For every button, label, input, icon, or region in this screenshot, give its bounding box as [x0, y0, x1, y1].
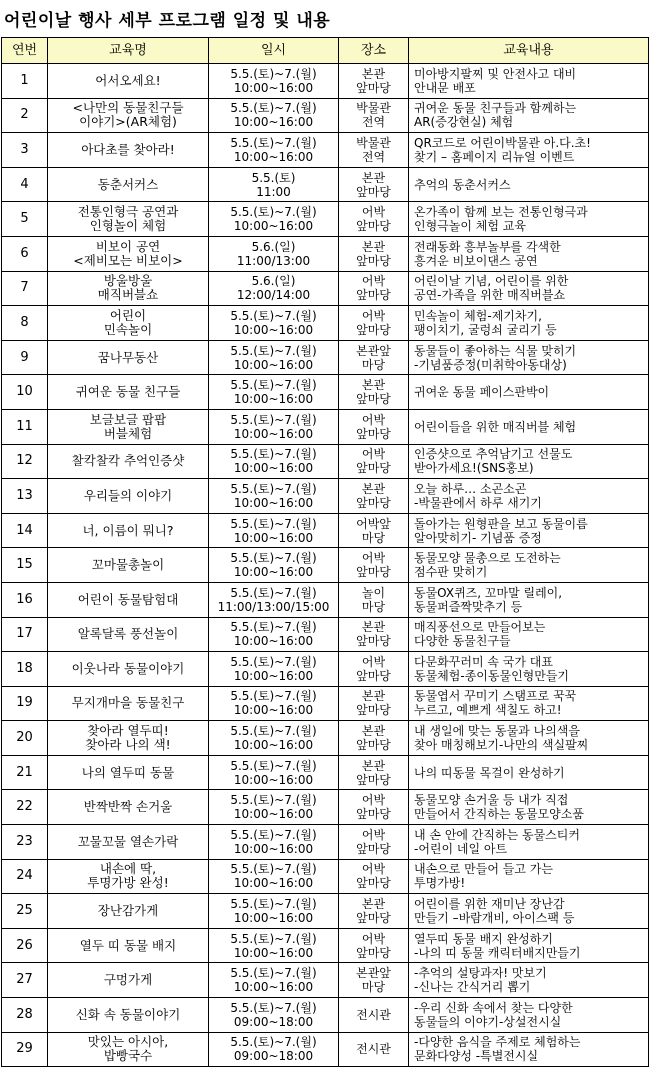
schedule-cell: 5.5.(토)~7.(월) 10:00~16:00	[209, 859, 339, 894]
table-row	[2, 548, 649, 583]
place-cell: 박물관 전역	[339, 98, 409, 133]
place-cell: 어박 앞마당	[339, 444, 409, 479]
program-name-cell: 꿈나무동산	[48, 340, 209, 375]
schedule-cell: 5.5.(토)~7.(월) 11:00/13:00/15:00	[209, 582, 339, 617]
program-content-cell: -추억의 설탕과자! 맛보기 -신나는 간식거리 뽑기	[409, 963, 649, 998]
place-cell: 본관 앞마당	[339, 686, 409, 721]
place-cell: 본관 앞마당	[339, 479, 409, 514]
program-content-cell: 동물모양 물총으로 도전하는 점수판 맞히기	[409, 548, 649, 583]
program-name-cell: 알록달록 풍선놀이	[48, 617, 209, 652]
table-row	[2, 167, 649, 202]
program-name-cell: 너, 이름이 뭐니?	[48, 513, 209, 548]
row-number-cell: 1	[2, 64, 48, 99]
program-content-cell: 어린이들을 위한 매직버블 체험	[409, 409, 649, 444]
row-number-cell: 15	[2, 548, 48, 583]
row-number-cell: 16	[2, 582, 48, 617]
place-cell: 어박 앞마당	[339, 271, 409, 306]
program-content-cell: 내손으로 만들어 들고 가는 투명가방!	[409, 859, 649, 894]
schedule-cell: 5.5.(토) 11:00	[209, 167, 339, 202]
place-cell: 전시관	[339, 998, 409, 1033]
table-row	[2, 513, 649, 548]
place-cell: 어박 앞마당	[339, 409, 409, 444]
program-name-cell: 맛있는 아시아, 밥빵국수	[48, 1032, 209, 1067]
table-row	[2, 340, 649, 375]
row-number-cell: 7	[2, 271, 48, 306]
program-name-cell: 무지개마을 동물친구	[48, 686, 209, 721]
schedule-cell: 5.5.(토)~7.(월) 10:00~16:00	[209, 548, 339, 583]
table-row	[2, 409, 649, 444]
program-content-cell: 나의 띠동물 목걸이 완성하기	[409, 755, 649, 790]
row-number-cell: 12	[2, 444, 48, 479]
program-name-cell: 반짝반짝 손거울	[48, 790, 209, 825]
program-name-cell: 꼬물꼬물 열손가락	[48, 825, 209, 860]
program-content-cell: 추억의 동춘서커스	[409, 167, 649, 202]
table-row	[2, 790, 649, 825]
schedule-cell: 5.5.(토)~7.(월) 10:00~16:00	[209, 686, 339, 721]
program-name-cell: 꼬마물총놀이	[48, 548, 209, 583]
table-header-row	[2, 38, 649, 64]
place-cell: 본관 앞마당	[339, 755, 409, 790]
program-content-cell: 미아방지팔찌 및 안전사고 대비 안내문 배포	[409, 64, 649, 99]
schedule-cell: 5.5.(토)~7.(월) 10:00~16:00	[209, 513, 339, 548]
program-content-cell: 동물OX퀴즈, 꼬마말 릴레이, 동물퍼즐짝맞추기 등	[409, 582, 649, 617]
table-row	[2, 479, 649, 514]
place-cell: 본관 앞마당	[339, 617, 409, 652]
place-cell: 어박 앞마당	[339, 790, 409, 825]
program-content-cell: 온가족이 함께 보는 전통인형극과 인형극놀이 체험 교육	[409, 202, 649, 237]
header-content: 교육내용	[409, 38, 649, 64]
table-row	[2, 202, 649, 237]
row-number-cell: 6	[2, 236, 48, 271]
place-cell: 본관 앞마당	[339, 721, 409, 756]
table-row	[2, 894, 649, 929]
table-row	[2, 963, 649, 998]
schedule-cell: 5.6.(일) 11:00/13:00	[209, 236, 339, 271]
program-content-cell: QR코드로 어린이박물관 아.다.초! 찾기 – 홈페이지 리뉴얼 이벤트	[409, 133, 649, 168]
program-name-cell: 이웃나라 동물이야기	[48, 652, 209, 687]
program-name-cell: 신화 속 동물이야기	[48, 998, 209, 1033]
place-cell: 어박 앞마당	[339, 306, 409, 341]
program-content-cell: 내 생일에 맞는 동물과 나의색을 찾아 매칭해보기-나만의 색실팔찌	[409, 721, 649, 756]
program-name-cell: 어서오세요!	[48, 64, 209, 99]
table-row	[2, 236, 649, 271]
program-content-cell: 매직풍선으로 만들어보는 다양한 동물친구들	[409, 617, 649, 652]
row-number-cell: 24	[2, 859, 48, 894]
place-cell: 본관앞 마당	[339, 963, 409, 998]
place-cell: 전시관	[339, 1032, 409, 1067]
schedule-cell: 5.5.(토)~7.(월) 10:00~16:00	[209, 202, 339, 237]
row-number-cell: 3	[2, 133, 48, 168]
schedule-cell: 5.6.(일) 12:00/14:00	[209, 271, 339, 306]
header-place: 장소	[339, 38, 409, 64]
row-number-cell: 18	[2, 652, 48, 687]
schedule-cell: 5.5.(토)~7.(월) 10:00~16:00	[209, 721, 339, 756]
schedule-cell: 5.5.(토)~7.(월) 10:00~16:00	[209, 790, 339, 825]
program-content-cell: 열두띠 동물 배지 완성하기 -나의 띠 동물 캐릭터배지만들기	[409, 928, 649, 963]
row-number-cell: 20	[2, 721, 48, 756]
row-number-cell: 23	[2, 825, 48, 860]
program-content-cell: 다문화꾸러미 속 국가 대표 동물체험-종이동물인형만들기	[409, 652, 649, 687]
program-content-cell: 민속놀이 체험-제기차기, 팽이치기, 굴렁쇠 굴리기 등	[409, 306, 649, 341]
schedule-cell: 5.5.(토)~7.(월) 10:00~16:00	[209, 963, 339, 998]
row-number-cell: 19	[2, 686, 48, 721]
row-number-cell: 29	[2, 1032, 48, 1067]
table-row	[2, 825, 649, 860]
program-name-cell: 보글보글 팝팝 버블체험	[48, 409, 209, 444]
row-number-cell: 26	[2, 928, 48, 963]
place-cell: 어박 앞마당	[339, 652, 409, 687]
table-row	[2, 755, 649, 790]
row-number-cell: 14	[2, 513, 48, 548]
schedule-cell: 5.5.(토)~7.(월) 10:00~16:00	[209, 444, 339, 479]
place-cell: 본관 앞마당	[339, 894, 409, 929]
table-row	[2, 375, 649, 410]
page-title: 어린이날 행사 세부 프로그램 일정 및 내용	[4, 11, 331, 31]
program-content-cell: 동물엽서 꾸미기 스탬프로 꾹꾹 누르고, 예쁘게 색칠도 하고!	[409, 686, 649, 721]
row-number-cell: 11	[2, 409, 48, 444]
place-cell: 어박 앞마당	[339, 825, 409, 860]
program-name-cell: 내손에 딱, 투명가방 완성!	[48, 859, 209, 894]
schedule-cell: 5.5.(토)~7.(월) 10:00~16:00	[209, 894, 339, 929]
place-cell: 어박 앞마당	[339, 548, 409, 583]
program-table	[1, 37, 649, 1067]
schedule-cell: 5.5.(토)~7.(월) 10:00~16:00	[209, 133, 339, 168]
schedule-cell: 5.5.(토)~7.(월) 10:00~16:00	[209, 340, 339, 375]
row-number-cell: 22	[2, 790, 48, 825]
row-number-cell: 21	[2, 755, 48, 790]
header-schedule: 일시	[209, 38, 339, 64]
row-number-cell: 5	[2, 202, 48, 237]
schedule-cell: 5.5.(토)~7.(월) 10:00~16:00	[209, 617, 339, 652]
row-number-cell: 2	[2, 98, 48, 133]
program-content-cell: -다양한 음식을 주제로 체험하는 문화다양성 -특별전시실	[409, 1032, 649, 1067]
program-name-cell: 나의 열두띠 동물	[48, 755, 209, 790]
place-cell: 본관 앞마당	[339, 375, 409, 410]
place-cell: 본관앞 마당	[339, 340, 409, 375]
program-name-cell: 아다초를 찾아라!	[48, 133, 209, 168]
program-content-cell: 귀여운 동물 페이스판박이	[409, 375, 649, 410]
place-cell: 어박앞 마당	[339, 513, 409, 548]
program-name-cell: 어린이 동물탐험대	[48, 582, 209, 617]
schedule-cell: 5.5.(토)~7.(월) 09:00~18:00	[209, 998, 339, 1033]
schedule-cell: 5.5.(토)~7.(월) 09:00~18:00	[209, 1032, 339, 1067]
row-number-cell: 13	[2, 479, 48, 514]
row-number-cell: 28	[2, 998, 48, 1033]
program-content-cell: 동물모양 손거울 등 내가 직접 만들어서 간직하는 동물모양소품	[409, 790, 649, 825]
place-cell: 본관 앞마당	[339, 167, 409, 202]
program-content-cell: 내 손 안에 간직하는 동물스티커 -어린이 네일 아트	[409, 825, 649, 860]
schedule-cell: 5.5.(토)~7.(월) 10:00~16:00	[209, 479, 339, 514]
program-content-cell: -우리 신화 속에서 찾는 다양한 동물들의 이야기-상설전시실	[409, 998, 649, 1033]
schedule-cell: 5.5.(토)~7.(월) 10:00~16:00	[209, 306, 339, 341]
program-name-cell: <나만의 동물친구들 이야기>(AR체험)	[48, 98, 209, 133]
schedule-cell: 5.5.(토)~7.(월) 10:00~16:00	[209, 375, 339, 410]
schedule-cell: 5.5.(토)~7.(월) 10:00~16:00	[209, 928, 339, 963]
table-row	[2, 859, 649, 894]
place-cell: 놀이 마당	[339, 582, 409, 617]
schedule-cell: 5.5.(토)~7.(월) 10:00~16:00	[209, 652, 339, 687]
program-name-cell: 찰칵찰칵 추억인증샷	[48, 444, 209, 479]
schedule-cell: 5.5.(토)~7.(월) 10:00~16:00	[209, 98, 339, 133]
place-cell: 박물관 전역	[339, 133, 409, 168]
table-row	[2, 928, 649, 963]
place-cell: 본관 앞마당	[339, 64, 409, 99]
table-row	[2, 998, 649, 1033]
program-name-cell: 전통인형극 공연과 인형놀이 체험	[48, 202, 209, 237]
program-name-cell: 어린이 민속놀이	[48, 306, 209, 341]
table-row	[2, 652, 649, 687]
program-name-cell: 방울방울 매직버블쇼	[48, 271, 209, 306]
program-content-cell: 어린이날 기념, 어린이를 위한 공연-가족을 위한 매직버블쇼	[409, 271, 649, 306]
program-name-cell: 우리들의 이야기	[48, 479, 209, 514]
table-row	[2, 133, 649, 168]
row-number-cell: 4	[2, 167, 48, 202]
row-number-cell: 27	[2, 963, 48, 998]
schedule-cell: 5.5.(토)~7.(월) 10:00~16:00	[209, 64, 339, 99]
schedule-cell: 5.5.(토)~7.(월) 10:00~16:00	[209, 825, 339, 860]
program-content-cell: 동물들이 좋아하는 식물 맞히기 -기념품증정(미취학아동대상)	[409, 340, 649, 375]
program-name-cell: 구멍가게	[48, 963, 209, 998]
place-cell: 어박 앞마당	[339, 859, 409, 894]
table-row	[2, 271, 649, 306]
program-content-cell: 귀여운 동물 친구들과 함께하는 AR(증강현실) 체험	[409, 98, 649, 133]
table-row	[2, 686, 649, 721]
row-number-cell: 25	[2, 894, 48, 929]
program-name-cell: 귀여운 동물 친구들	[48, 375, 209, 410]
program-content-cell: 전래동화 흥부놀부를 각색한 흥겨운 비보이댄스 공연	[409, 236, 649, 271]
program-name-cell: 장난감가게	[48, 894, 209, 929]
row-number-cell: 17	[2, 617, 48, 652]
program-name-cell: 동춘서커스	[48, 167, 209, 202]
program-content-cell: 돌아가는 원형판을 보고 동물이름 알아맞히기- 기념품 증정	[409, 513, 649, 548]
header-program-name: 교육명	[48, 38, 209, 64]
program-name-cell: 열두 띠 동물 배지	[48, 928, 209, 963]
table-row	[2, 582, 649, 617]
row-number-cell: 9	[2, 340, 48, 375]
program-content-cell: 어린이를 위한 재미난 장난감 만들기 –바람개비, 아이스팩 등	[409, 894, 649, 929]
schedule-cell: 5.5.(토)~7.(월) 10:00~16:00	[209, 409, 339, 444]
table-row	[2, 444, 649, 479]
table-row	[2, 98, 649, 133]
place-cell: 본관 앞마당	[339, 236, 409, 271]
table-row	[2, 306, 649, 341]
program-name-cell: 찾아라 열두띠! 찾아라 나의 색!	[48, 721, 209, 756]
program-name-cell: 비보이 공연 <제비모는 비보이>	[48, 236, 209, 271]
table-row	[2, 617, 649, 652]
program-content-cell: 인증샷으로 추억남기고 선물도 받아가세요!(SNS홍보)	[409, 444, 649, 479]
program-content-cell: 오늘 하루… 소곤소곤 -박물관에서 하루 새기기	[409, 479, 649, 514]
place-cell: 어박 앞마당	[339, 928, 409, 963]
table-row	[2, 1032, 649, 1067]
table-row	[2, 64, 649, 99]
place-cell: 어박 앞마당	[339, 202, 409, 237]
row-number-cell: 8	[2, 306, 48, 341]
table-row	[2, 721, 649, 756]
header-number: 연번	[2, 38, 48, 64]
row-number-cell: 10	[2, 375, 48, 410]
schedule-cell: 5.5.(토)~7.(월) 10:00~16:00	[209, 755, 339, 790]
